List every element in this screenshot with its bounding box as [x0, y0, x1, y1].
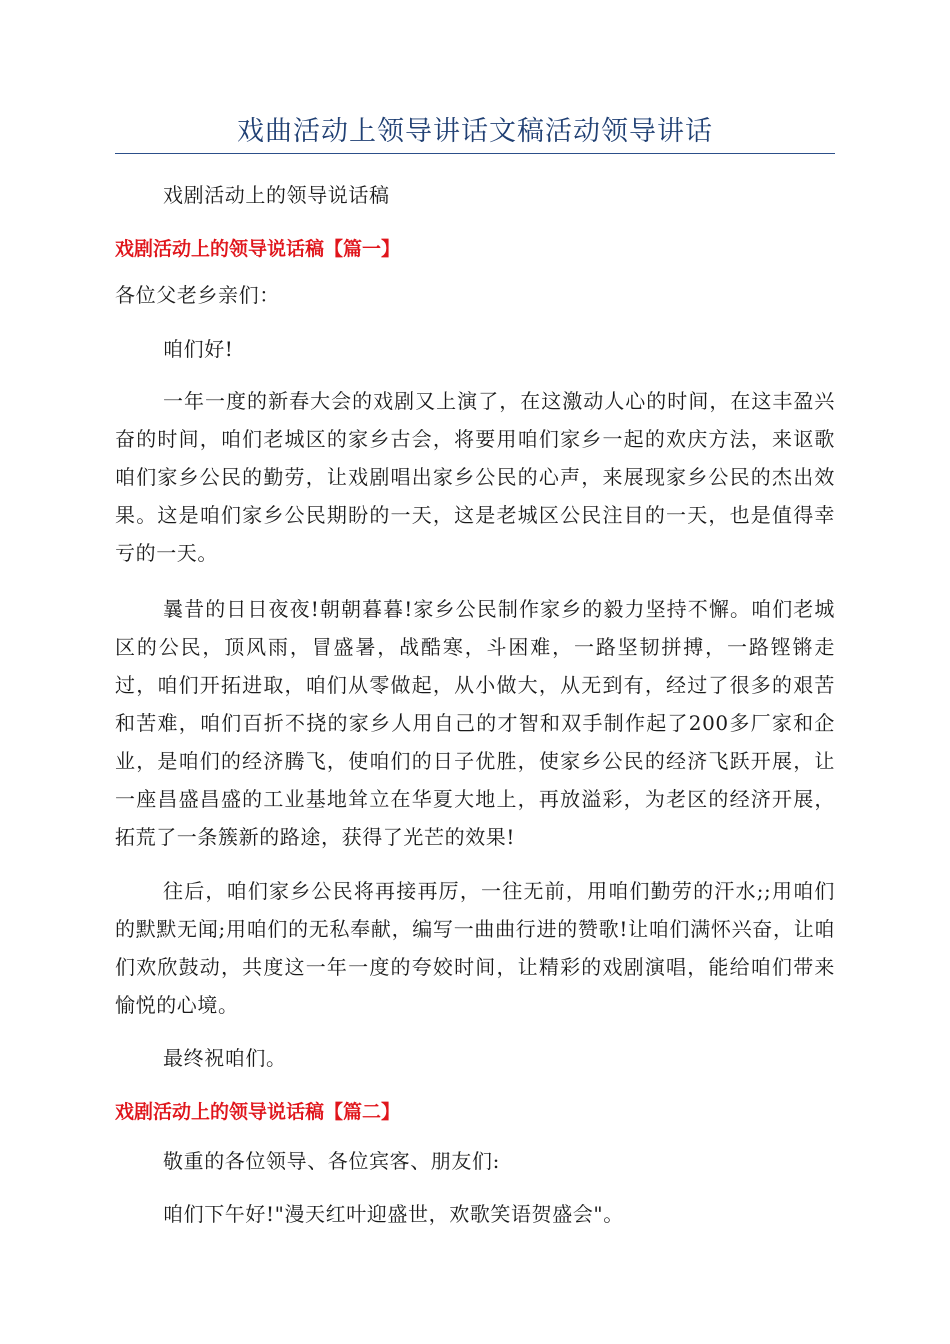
- salutation-2: 敬重的各位领导、各位宾客、朋友们:: [163, 1149, 500, 1173]
- paragraph-3: 往后，咱们家乡公民将再接再厉，一往无前，用咱们勤劳的汗水;;用咱们的默默无闻;用咱们的无私奉献，编写一曲曲行进的赞歌!让咱们满怀兴奋，让咱们欢欣鼓动，共度这一年一度的夸姣时间，让精彩的戏剧演唱，能给咱们带来愉悦的心境。: [115, 879, 835, 1017]
- paragraph-2: 曩昔的日日夜夜!朝朝暮暮!家乡公民制作家乡的毅力坚持不懈。咱们老城区的公民，顶风雨，冒盛暑，战酷寒，斗困难，一路坚韧拼搏，一路铿锵走过，咱们开拓进取，咱们从零做起，从小做大，从无到有，经过了很多的艰苦和苦难，咱们百折不挠的家乡人用自己的才智和双手制作起了200多厂家和企业，是咱们的经济腾飞，使咱们的日子优胜，使家乡公民的经济飞跃开展，让一座昌盛昌盛的工业基地耸立在华夏大地上，再放溢彩，为老区的经济开展，拓荒了一条簇新的路途，获得了光芒的效果!: [115, 597, 835, 849]
- salutation-1: 各位父老乡亲们：: [115, 283, 280, 307]
- document-title: 戏曲活动上领导讲话文稿活动领导讲话: [237, 116, 713, 147]
- title-underline: [115, 153, 835, 154]
- paragraph-4: 咱们下午好!"漫天红叶迎盛世，欢歌笑语贺盛会"。: [163, 1202, 624, 1226]
- subtitle-line: 戏剧活动上的领导说话稿: [163, 183, 390, 207]
- section-heading-2: 戏剧活动上的领导说话稿【篇二】: [115, 1101, 401, 1123]
- section-heading-1: 戏剧活动上的领导说话稿【篇一】: [115, 238, 401, 260]
- paragraph-1: 一年一度的新春大会的戏剧又上演了，在这激动人心的时间，在这丰盈兴奋的时间，咱们老城区的家乡古会，将要用咱们家乡一起的欢庆方法，来讴歌咱们家乡公民的勤劳，让戏剧唱出家乡公民的心声，来展现家乡公民的杰出效果。这是咱们家乡公民期盼的一天，这是老城区公民注目的一天，也是值得幸亏的一天。: [115, 389, 835, 565]
- closing-line: 最终祝咱们。: [163, 1046, 287, 1070]
- greeting-1: 咱们好!: [163, 337, 234, 361]
